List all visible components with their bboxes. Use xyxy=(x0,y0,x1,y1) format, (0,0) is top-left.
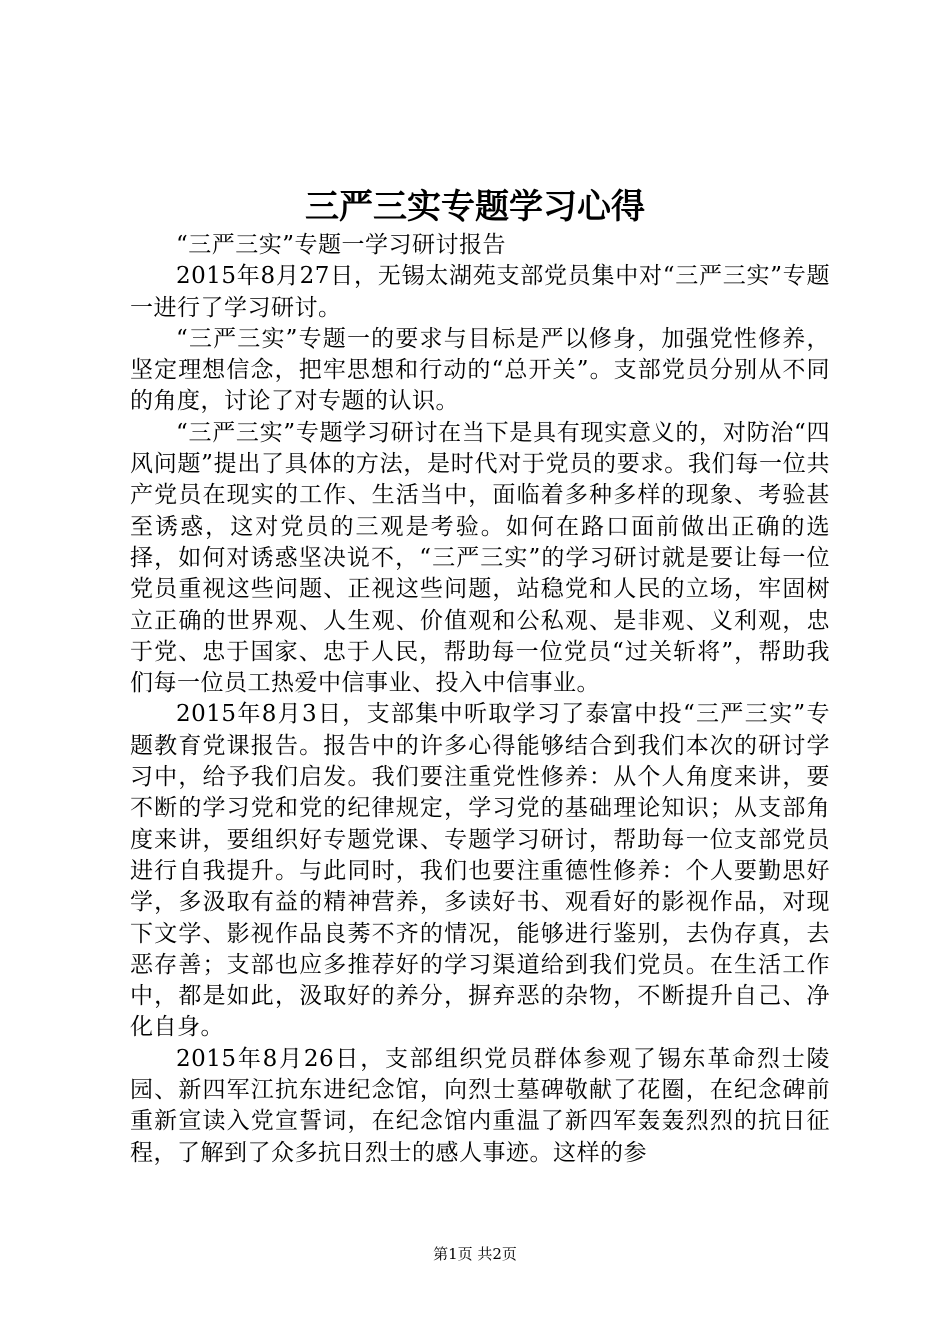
document-body xyxy=(130,230,830,1169)
document-title: 三严三实专题学习心得 xyxy=(305,187,645,227)
paragraph: 2015年8月3日，支部集中听取学习了泰富中投“三严三实”专题教育党课报告。报告中的许多心得能够结合到我们本次的研讨学习中，给予我们启发。我们要注重党性修养：从个人角度来讲，要不断的学习党和党的纪律规定，学习党的基础理论知识；从支部角度来讲，要组织好专题党课、专题学习研讨，帮助每一位支部党员进行自我提升。与此同时，我们也要注重德性修养：个人要勤思好学，多汲取有益的精神营养，多读好书、观看好的影视作品，对现下文学、影视作品良莠不齐的情况，能够进行鉴别，去伪存真，去恶存善；支部也应多推荐好的学习渠道给到我们党员。在生活工作中，都是如此，汲取好的养分，摒弃恶的杂物，不断提升自己、净化自身。 xyxy=(130,701,830,1041)
paragraph: 2015年8月27日，无锡太湖苑支部党员集中对“三严三实”专题一进行了学习研讨。 xyxy=(130,263,830,321)
page-footer: 第1页 共2页 xyxy=(433,1245,517,1263)
paragraph: “三严三实”专题一的要求与目标是严以修身，加强党性修养，坚定理想信念，把牢思想和行动的“总开关”。支部党员分别从不同的角度，讨论了对专题的认识。 xyxy=(130,325,830,415)
paragraph: “三严三实”专题学习研讨在当下是具有现实意义的，对防治“四风问题”提出了具体的方法，是时代对于党员的要求。我们每一位共产党员在现实的工作、生活当中，面临着多种多样的现象、考验甚至诱惑，这对党员的三观是考验。如何在路口面前做出正确的选择，如何对诱惑坚决说不，“三严三实”的学习研讨就是要让每一位党员重视这些问题、正视这些问题，站稳党和人民的立场，牢固树立正确的世界观、人生观、价值观和公私观、是非观、义利观，忠于党、忠于国家、忠于人民，帮助每一位党员“过关斩将”，帮助我们每一位员工热爱中信事业、投入中信事业。 xyxy=(130,419,830,697)
paragraph: 2015年8月26日，支部组织党员群体参观了锡东革命烈士陵园、新四军江抗东进纪念馆，向烈士墓碑敬献了花圈，在纪念碑前重新宣读入党宣誓词，在纪念馆内重温了新四军轰轰烈烈的抗日征程，了解到了众多抗日烈士的感人事迹。这样的参 xyxy=(130,1045,830,1166)
paragraph-subtitle: “三严三实”专题一学习研讨报告 xyxy=(176,232,507,258)
